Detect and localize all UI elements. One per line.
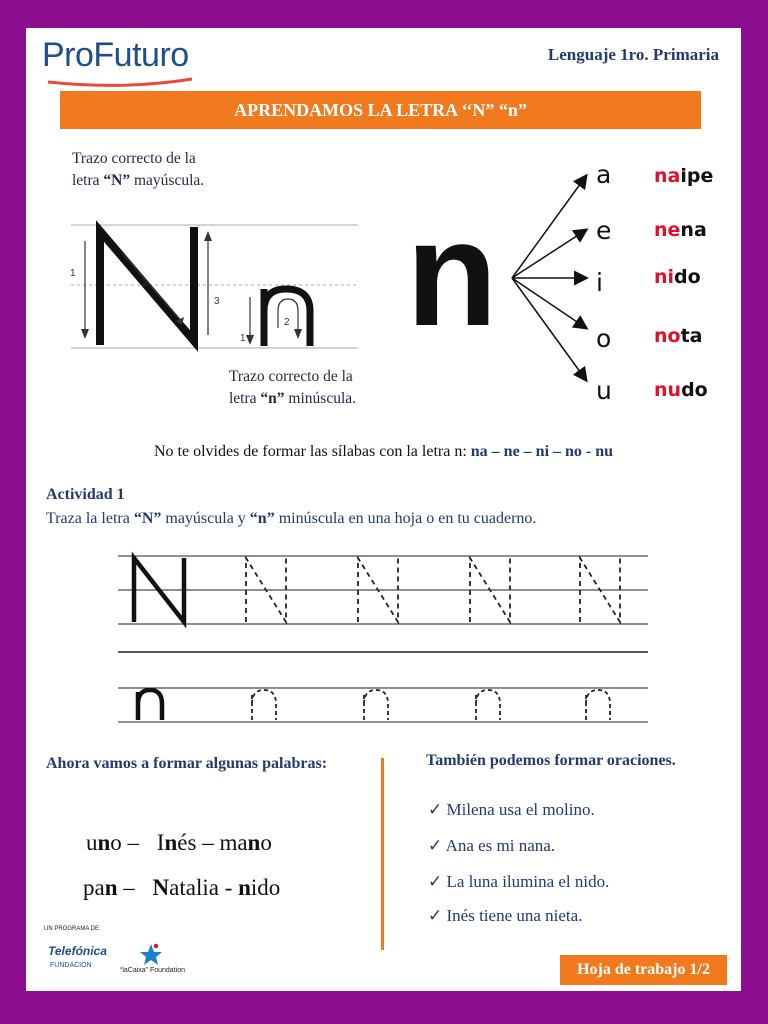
logo-swoosh-icon	[44, 76, 194, 90]
example-word: nudo	[654, 379, 708, 401]
vowel-u: u	[596, 376, 612, 405]
telefonica-logo: Telefónica	[48, 944, 107, 958]
check-icon: ✓	[428, 836, 443, 855]
word-row-2: pan – Natalia - nido	[83, 875, 281, 900]
vowel-a: a	[596, 160, 612, 189]
stroke-number: 3	[214, 296, 220, 307]
check-icon: ✓	[428, 800, 443, 819]
tracing-grid	[114, 548, 654, 728]
sentence-item: ✓ Inés tiene una nieta.	[428, 906, 583, 925]
trace-n-dashed	[586, 690, 610, 720]
lowercase-caption: Trazo correcto de la letra “n” minúscula.	[229, 368, 357, 407]
big-letter-n: n	[406, 189, 498, 357]
uppercase-caption: Trazo correcto de la letra “N” mayúscula.	[72, 150, 205, 189]
trace-n-dashed	[252, 690, 276, 720]
vowel-e: e	[596, 216, 612, 245]
sentence-item: ✓ Ana es mi nana.	[428, 836, 556, 855]
check-icon: ✓	[428, 872, 443, 891]
activity-title: Actividad 1	[46, 486, 125, 503]
stroke-number: 2	[142, 278, 148, 289]
fundacion-label: FUNDACIÓN	[50, 962, 92, 969]
vowel-arrows-icon	[510, 168, 600, 388]
sentence-item: ✓ Milena usa el molino.	[428, 800, 595, 819]
stroke-diagram	[66, 213, 386, 358]
page-title: APRENDAMOS LA LETRA ‘‘N” “n”	[60, 91, 701, 129]
word-row-1: uno – Inés – mano	[86, 830, 272, 855]
check-icon: ✓	[428, 906, 443, 925]
worksheet-page	[26, 28, 741, 991]
vowel-o: o	[596, 324, 612, 353]
example-word: nido	[654, 266, 701, 288]
stroke-number: 1	[240, 333, 246, 344]
trace-n-dashed	[364, 690, 388, 720]
lacaixa-label: “laCaixa” Foundation	[120, 967, 185, 974]
sentences-title: También podemos formar oraciones.	[426, 752, 676, 769]
example-word: nota	[654, 325, 703, 347]
example-word: nena	[654, 219, 707, 241]
trace-n-dashed	[476, 690, 500, 720]
subject-label: Lenguaje 1ro. Primaria	[547, 45, 719, 64]
lacaixa-star-icon	[138, 942, 164, 966]
section-divider	[381, 758, 384, 950]
vowel-i: i	[596, 268, 603, 297]
sentence-item: ✓ La luna ilumina el nido.	[428, 872, 610, 891]
example-word: naipe	[654, 165, 714, 187]
stroke-number: 2	[284, 317, 290, 328]
activity-instructions: Traza la letra “N” mayúscula y “n” minúscula en una hoja o en tu cuaderno.	[46, 510, 537, 527]
words-title: Ahora vamos a formar algunas palabras:	[46, 755, 328, 772]
program-label: UN PROGRAMA DE:	[44, 926, 101, 932]
stroke-number: 1	[70, 268, 76, 279]
profuturo-logo: ProFuturo	[42, 36, 189, 74]
syllables-reminder: No te olvides de formar las sílabas con la letra n: na – ne – ni – no - nu	[153, 443, 614, 460]
worksheet-page-badge: Hoja de trabajo 1/2	[560, 955, 727, 985]
trace-n-solid	[138, 690, 162, 720]
